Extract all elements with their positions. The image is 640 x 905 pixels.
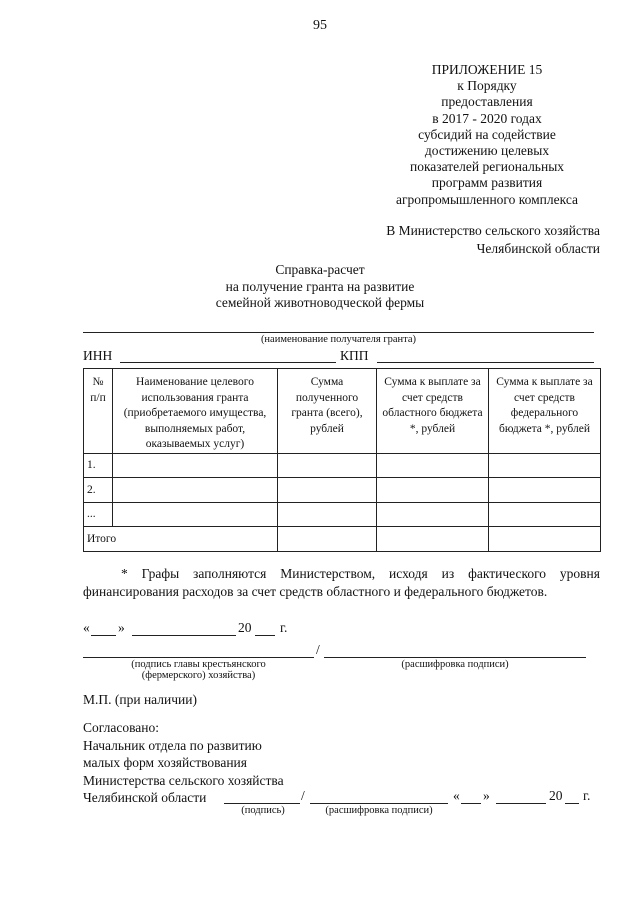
cell-purpose[interactable]	[113, 478, 278, 503]
row-number: 2.	[84, 478, 113, 503]
cell-federal[interactable]	[489, 453, 601, 478]
inn-field[interactable]	[120, 362, 336, 363]
appendix-line: субсидий на содействие	[418, 126, 556, 142]
cell-grant-sum[interactable]	[278, 502, 377, 527]
approval-decryption-field[interactable]	[310, 803, 448, 804]
grant-calculation-table	[83, 368, 601, 552]
signature-decryption-field[interactable]	[324, 657, 586, 658]
date-year-prefix: 20	[238, 620, 252, 635]
cell-federal[interactable]	[489, 502, 601, 527]
date-day-field[interactable]	[91, 635, 116, 636]
signature-separator: /	[316, 642, 320, 657]
cell-purpose[interactable]	[113, 502, 278, 527]
appendix-line: ПРИЛОЖЕНИЕ 15	[431, 62, 543, 77]
date-year-field[interactable]	[255, 635, 275, 636]
approval-block	[83, 719, 284, 807]
cell-regional-total[interactable]	[377, 527, 489, 552]
recipient-line: Челябинской области	[476, 241, 600, 256]
date-close-quote: »	[118, 620, 125, 635]
table-header-row	[84, 369, 601, 454]
header-purpose: Наименование целевого использования гранта (приобретаемого имущества, выполняемых работ, оказываемых услуг)	[113, 369, 278, 454]
row-number: 1.	[84, 453, 113, 478]
cell-grant-sum[interactable]	[278, 478, 377, 503]
approval-year-field[interactable]	[565, 803, 579, 804]
inn-label: ИНН	[83, 348, 113, 363]
table-total-row	[84, 527, 601, 552]
appendix-line: агропромышленного комплекса	[396, 191, 578, 207]
grant-recipient-field[interactable]	[83, 332, 594, 333]
approval-month-field[interactable]	[496, 803, 546, 804]
date-year-suffix: г.	[280, 620, 288, 635]
approval-line: Министерства сельского хозяйства	[83, 772, 284, 788]
cell-regional[interactable]	[377, 502, 489, 527]
approval-decryption-caption: (расшифровка подписи)	[325, 805, 433, 816]
title-line: Справка-расчет	[275, 262, 365, 277]
document-title	[0, 262, 640, 312]
kpp-field[interactable]	[377, 362, 594, 363]
appendix-line: к Порядку	[457, 78, 517, 94]
page-number: 95	[313, 18, 327, 33]
date-month-field[interactable]	[132, 635, 236, 636]
cell-grant-sum[interactable]	[278, 453, 377, 478]
cell-regional[interactable]	[377, 478, 489, 503]
grant-recipient-caption: (наименование получателя гранта)	[260, 334, 417, 345]
approval-line: Начальник отдела по развитию	[83, 737, 262, 753]
table-row	[84, 453, 601, 478]
approval-separator: /	[301, 788, 305, 803]
approval-line: Согласовано:	[83, 720, 159, 735]
cell-federal[interactable]	[489, 478, 601, 503]
footnote-text: * Графы заполняются Министерством, исходя из фактического уровня финансирования расходов за счет средств областного и федерального бюджетов.	[83, 566, 600, 599]
approval-line: Челябинской области	[83, 790, 207, 805]
approval-year-prefix: 20	[549, 788, 563, 803]
signature-field[interactable]	[83, 657, 314, 658]
cell-purpose[interactable]	[113, 453, 278, 478]
appendix-line: показателей региональных	[409, 159, 565, 175]
signature-decryption-caption: (расшифровка подписи)	[401, 659, 509, 670]
header-grant-sum: Сумма полученного гранта (всего), рублей	[278, 369, 377, 454]
header-number: № п/п	[84, 369, 113, 454]
approval-close-quote: »	[483, 788, 490, 803]
approval-year-suffix: г.	[583, 788, 591, 803]
signature-caption	[83, 659, 314, 681]
header-federal-budget: Сумма к выплате за счет средств федерального бюджета *, рублей	[489, 369, 601, 454]
recipient-line: В Министерство сельского хозяйства	[386, 223, 600, 238]
title-line: на получение гранта на развитие	[225, 278, 415, 294]
approval-line: малых форм хозяйствования	[83, 755, 247, 770]
signature-caption-line: (подпись главы крестьянского	[131, 659, 266, 670]
table-row	[84, 478, 601, 503]
stamp-label: М.П. (при наличии)	[83, 692, 197, 707]
cell-grant-sum-total[interactable]	[278, 527, 377, 552]
cell-federal-total[interactable]	[489, 527, 601, 552]
appendix-line: предоставления	[441, 94, 533, 110]
recipient-block	[386, 222, 600, 258]
title-line: семейной животноводческой фермы	[215, 295, 425, 310]
footnote	[83, 565, 600, 600]
approval-signature-field[interactable]	[224, 803, 300, 804]
row-number: ...	[84, 502, 113, 527]
appendix-line: достижению целевых	[424, 143, 550, 159]
header-regional-budget: Сумма к выплате за счет средств областного бюджета *, рублей	[377, 369, 489, 454]
date-open-quote: «	[83, 620, 90, 635]
total-label: Итого	[84, 527, 278, 552]
table-row	[84, 502, 601, 527]
approval-signature-caption: (подпись)	[241, 805, 285, 816]
signature-caption-line: (фермерского) хозяйства)	[141, 670, 256, 681]
appendix-header	[360, 62, 614, 208]
appendix-line: программ развития	[431, 175, 543, 191]
cell-regional[interactable]	[377, 453, 489, 478]
approval-day-field[interactable]	[461, 803, 481, 804]
approval-open-quote: «	[453, 788, 460, 803]
appendix-line: в 2017 - 2020 годах	[432, 110, 542, 126]
kpp-label: КПП	[340, 348, 369, 363]
